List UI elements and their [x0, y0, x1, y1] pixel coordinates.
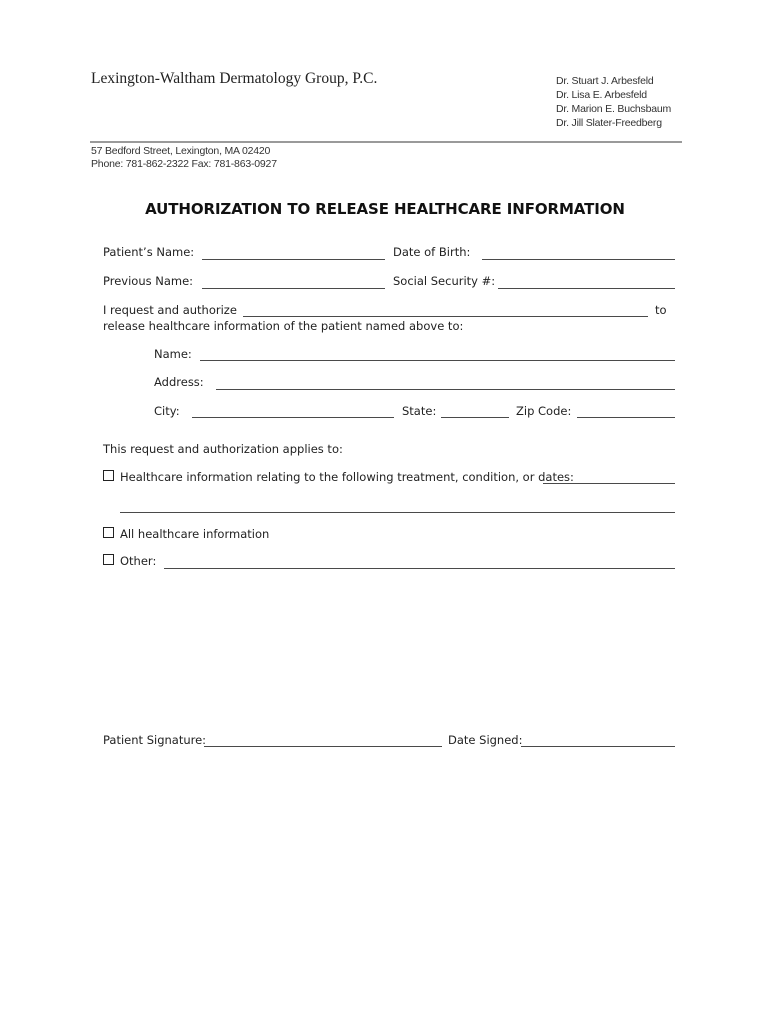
dob-label: Date of Birth: — [393, 245, 471, 259]
authorized-party-field[interactable] — [243, 316, 648, 317]
recipient-address-label: Address: — [154, 375, 204, 389]
previous-name-label: Previous Name: — [103, 274, 194, 288]
all-info-checkbox[interactable] — [103, 527, 114, 538]
all-info-label: All healthcare information — [120, 527, 270, 541]
organization-name: Lexington-Waltham Dermatology Group, P.C. — [91, 70, 378, 87]
dob-field[interactable] — [482, 259, 675, 260]
recipient-city-label: City: — [154, 404, 180, 418]
other-label: Other: — [120, 554, 157, 568]
doctor-name: Dr. Lisa E. Arbesfeld — [556, 89, 647, 101]
header-divider — [90, 141, 682, 143]
specific-info-checkbox[interactable] — [103, 470, 114, 481]
to-label: to — [655, 303, 667, 317]
recipient-state-field[interactable] — [441, 417, 509, 418]
other-field[interactable] — [164, 568, 675, 569]
release-text: release healthcare information of the patient named above to: — [103, 319, 464, 333]
doctor-name: Dr. Jill Slater-Freedberg — [556, 117, 662, 129]
date-signed-field[interactable] — [521, 746, 675, 747]
applies-to-label: This request and authorization applies to: — [103, 442, 343, 456]
recipient-city-field[interactable] — [192, 417, 394, 418]
doctor-list — [556, 74, 671, 130]
specific-info-field-continued[interactable] — [120, 512, 675, 513]
recipient-name-field[interactable] — [200, 360, 675, 361]
patient-name-field[interactable] — [202, 259, 385, 260]
phone-fax-line: Phone: 781-862-2322 Fax: 781-863-0927 — [91, 158, 277, 170]
recipient-name-label: Name: — [154, 347, 192, 361]
previous-name-field[interactable] — [202, 288, 385, 289]
patient-signature-field[interactable] — [204, 746, 442, 747]
doctor-name: Dr. Marion E. Buchsbaum — [556, 103, 672, 115]
address-line: 57 Bedford Street, Lexington, MA 02420 — [91, 145, 271, 157]
patient-signature-label: Patient Signature: — [103, 733, 207, 747]
form-title: AUTHORIZATION TO RELEASE HEALTHCARE INFORMATION — [145, 200, 625, 218]
request-authorize-label: I request and authorize — [103, 303, 237, 317]
contact-info — [91, 145, 277, 171]
specific-info-field[interactable] — [543, 483, 675, 484]
ssn-field[interactable] — [498, 288, 675, 289]
date-signed-label: Date Signed: — [448, 733, 523, 747]
doctor-name: Dr. Stuart J. Arbesfeld — [556, 75, 654, 87]
recipient-zip-label: Zip Code: — [516, 404, 572, 418]
recipient-state-label: State: — [402, 404, 437, 418]
recipient-zip-field[interactable] — [577, 417, 675, 418]
patient-name-label: Patient’s Name: — [103, 245, 195, 259]
recipient-address-field[interactable] — [216, 389, 675, 390]
specific-info-label: Healthcare information relating to the following treatment, condition, or dates: — [120, 470, 574, 484]
ssn-label: Social Security #: — [393, 274, 496, 288]
other-checkbox[interactable] — [103, 554, 114, 565]
